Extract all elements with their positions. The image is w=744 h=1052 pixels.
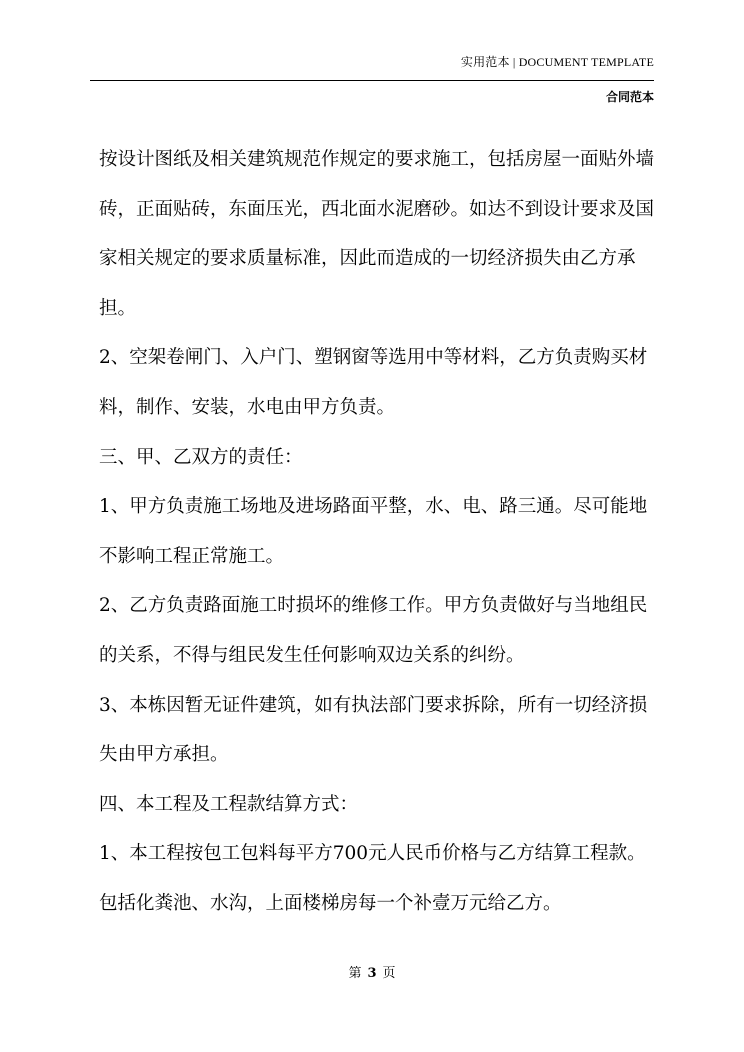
- paragraph: 1、本工程按包工包料每平方700元人民币价格与乙方结算工程款。包括化粪池、水沟，上面楼梯房每一个补壹万元给乙方。: [99, 843, 646, 914]
- header-title: 实用范本 | DOCUMENT TEMPLATE: [460, 55, 654, 69]
- footer-prefix: 第: [348, 966, 362, 981]
- paragraph: 1、甲方负责施工场地及进场路面平整，水、电、路三通。尽可能地不影响工程正常施工。: [99, 496, 648, 567]
- paragraph: 2、乙方负责路面施工时损坏的维修工作。甲方负责做好与当地组民的关系，不得与组民发生任何影响双边关系的纠纷。: [99, 595, 648, 666]
- paragraph: 3、本栋因暂无证件建筑，如有执法部门要求拆除，所有一切经济损失由甲方承担。: [99, 694, 648, 766]
- footer-suffix: 页: [382, 966, 396, 981]
- page-footer: [0, 962, 744, 981]
- document-body: [99, 135, 659, 929]
- paragraph: 三、甲、乙双方的责任：: [99, 446, 303, 468]
- paragraph: 四、本工程及工程款结算方式：: [99, 793, 359, 815]
- paragraph: 2、空架卷闸门、入户门、塑钢窗等选用中等材料，乙方负责购买材料，制作、安装，水电由甲方负责。: [99, 347, 648, 418]
- page-number: 3: [367, 966, 377, 981]
- header-divider: [90, 80, 654, 81]
- paragraph: 按设计图纸及相关建筑规范作规定的要求施工，包括房屋一面贴外墙砖，正面贴砖，东面压光，西北面水泥磨砂。如达不到设计要求及国家相关规定的要求质量标准，因此而造成的一切经济损失由乙方承担。: [99, 149, 655, 319]
- header-subtitle: 合同范本: [605, 90, 654, 104]
